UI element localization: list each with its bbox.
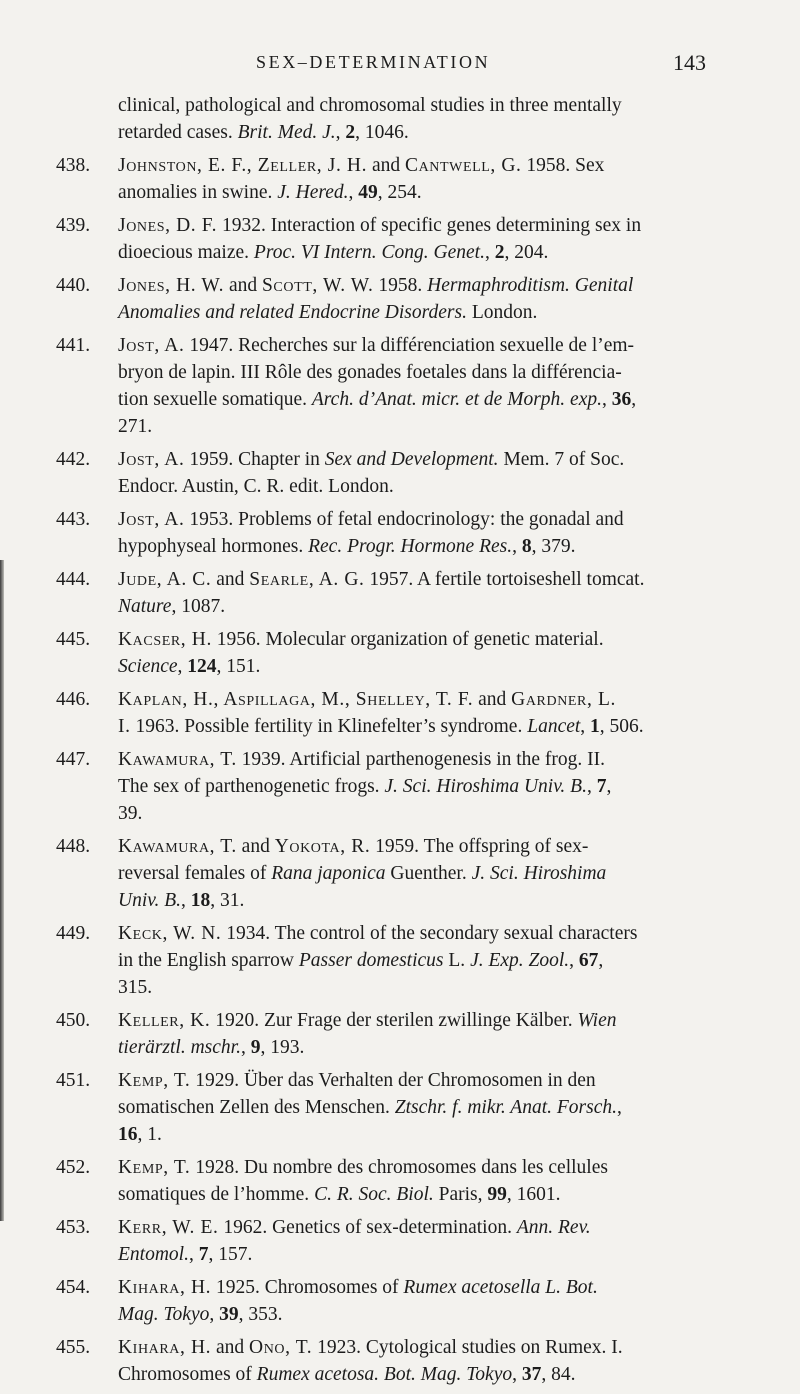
reference-line — [118, 1154, 716, 1181]
reference-line — [118, 1334, 716, 1361]
running-head: SEX–DETERMINATION — [256, 52, 491, 72]
reference-line — [118, 686, 716, 713]
reference-text: in the English sparrow — [118, 950, 299, 971]
reference-line — [118, 152, 716, 179]
reference-text: 1962. Genetics of sex-determination. — [218, 1217, 517, 1238]
reference-text: J. Sci. Hiroshima Univ. B. — [384, 776, 587, 797]
reference-text: reversal females of — [118, 863, 272, 884]
reference-entry — [56, 506, 716, 560]
reference-text: , 31. — [210, 890, 245, 911]
reference-text: , — [598, 950, 604, 971]
reference-line — [118, 653, 716, 680]
reference-number: 443. — [56, 509, 91, 530]
reference-text: , — [512, 1364, 522, 1385]
reference-list — [56, 92, 716, 1394]
reference-text: 1923. Cytological studies on Rumex. I. — [312, 1337, 623, 1358]
reference-line — [118, 533, 716, 560]
reference-text: , 1601. — [506, 1184, 561, 1205]
reference-text: Yokota, R. — [274, 836, 371, 857]
reference-text: 1925. Chromosomes of — [211, 1277, 404, 1298]
reference-entry — [56, 446, 716, 500]
reference-text: , — [580, 716, 591, 737]
reference-text: , — [181, 890, 191, 911]
reference-text: Kacser, H. — [118, 629, 212, 650]
reference-line — [118, 1094, 716, 1121]
reference-entry — [56, 92, 716, 146]
reference-text: 1928. Du nombre des chromosomes dans les cellules — [190, 1157, 608, 1178]
reference-text: 8 — [521, 536, 532, 557]
reference-text: L. — [443, 950, 471, 971]
reference-text: , 157. — [208, 1244, 253, 1265]
reference-entry — [56, 833, 716, 914]
reference-line — [118, 506, 716, 533]
reference-number: 439. — [56, 215, 91, 236]
reference-entry — [56, 152, 716, 206]
page-number: 143 — [673, 50, 706, 75]
reference-entry — [56, 212, 716, 266]
reference-text: 99 — [487, 1184, 507, 1205]
reference-line — [118, 1181, 716, 1208]
reference-text: 1947. Recherches sur la différenciation sexuelle de l’em- — [184, 335, 635, 356]
reference-number: 449. — [56, 923, 91, 944]
reference-text: I. — [118, 716, 131, 737]
reference-text: Rumex acetosa. Bot. Mag. Tokyo — [256, 1364, 513, 1385]
reference-line — [118, 773, 716, 800]
reference-line — [118, 1007, 716, 1034]
reference-text: 7 — [198, 1244, 209, 1265]
reference-text: Guenther. — [385, 863, 472, 884]
reference-text: 124 — [187, 656, 217, 677]
reference-text: , — [569, 950, 579, 971]
reference-line — [118, 212, 716, 239]
reference-text: , — [512, 536, 522, 557]
reference-text: 37 — [521, 1364, 542, 1385]
reference-text: , — [335, 122, 346, 143]
reference-text: Rumex acetosella L. Bot. — [403, 1277, 598, 1298]
reference-line — [118, 386, 716, 413]
reference-text: Hermaphroditism. Genital — [427, 275, 634, 296]
reference-text: and — [367, 155, 405, 176]
reference-text: and — [211, 1337, 250, 1358]
reference-text: 1929. Über das Verhalten der Chromosomen in den — [190, 1070, 596, 1091]
reference-entry — [56, 1007, 716, 1061]
reference-number: 450. — [56, 1010, 91, 1031]
reference-line — [118, 473, 716, 500]
reference-text: Sex and Development. — [324, 449, 499, 470]
reference-number: 440. — [56, 275, 91, 296]
reference-text: Jude, A. C. — [118, 569, 212, 590]
reference-text: 1920. Zur Frage der sterilen zwillinge Kälber. — [210, 1010, 578, 1031]
reference-text: tion sexuelle somatique. — [118, 389, 312, 410]
reference-line — [118, 1361, 716, 1388]
reference-text: 2 — [345, 122, 356, 143]
reference-text: Kaplan, H., Aspillaga, M., Shelley, T. F. — [118, 689, 474, 710]
reference-text: , — [209, 1304, 220, 1325]
reference-line — [118, 239, 716, 266]
reference-line — [118, 92, 716, 119]
reference-line — [118, 1034, 716, 1061]
reference-text: Kihara, H. — [118, 1337, 212, 1358]
reference-text: Jost, A. — [118, 509, 185, 530]
reference-text: somatischen Zellen des Menschen. — [118, 1097, 395, 1118]
reference-text: 49 — [358, 182, 378, 203]
reference-line — [118, 593, 716, 620]
reference-text: Jones, D. F. — [118, 215, 218, 236]
reference-text: , 506. — [599, 716, 644, 737]
reference-text: , 193. — [260, 1037, 305, 1058]
reference-entry — [56, 1334, 716, 1388]
reference-line — [118, 179, 716, 206]
reference-text: Brit. Med. J. — [237, 122, 336, 143]
reference-text: , 353. — [238, 1304, 283, 1325]
reference-line — [118, 1121, 716, 1148]
reference-text: , — [484, 242, 495, 263]
reference-text: 2 — [494, 242, 505, 263]
reference-entry — [56, 332, 716, 440]
reference-text: Jost, A. — [118, 335, 185, 356]
reference-text: 271. — [118, 416, 153, 437]
reference-number: 455. — [56, 1337, 91, 1358]
reference-text: hypophyseal hormones. — [118, 536, 309, 557]
reference-text: , 204. — [504, 242, 549, 263]
reference-text: Kawamura, T. — [118, 749, 237, 770]
reference-text: Kerr, W. E. — [118, 1217, 219, 1238]
reference-entry — [56, 1067, 716, 1148]
reference-line — [118, 974, 716, 1001]
reference-number: 442. — [56, 449, 91, 470]
reference-text: , 379. — [531, 536, 576, 557]
reference-text: 1963. Possible fertility in Klinefelter’s syndrome. — [130, 716, 528, 737]
reference-text: , — [631, 389, 637, 410]
reference-text: 1953. Problems of fetal endocrinology: the gonadal and — [184, 509, 624, 530]
reference-number: 441. — [56, 335, 91, 356]
reference-text: Chromosomes of — [118, 1364, 257, 1385]
reference-line — [118, 299, 716, 326]
reference-line — [118, 1241, 716, 1268]
reference-text: 39. — [118, 803, 143, 824]
reference-text: 1958. Sex — [521, 155, 605, 176]
reference-line — [118, 800, 716, 827]
reference-text: Kihara, H. — [118, 1277, 212, 1298]
reference-line — [118, 1301, 716, 1328]
reference-text: Johnston, E. F., Zeller, J. H. — [118, 155, 368, 176]
page-header — [246, 50, 706, 82]
reference-text: 18 — [190, 890, 211, 911]
reference-text: tierärztl. mschr. — [118, 1037, 241, 1058]
reference-text: Cantwell, G. — [404, 155, 522, 176]
reference-entry — [56, 272, 716, 326]
reference-number: 452. — [56, 1157, 91, 1178]
reference-text: and — [224, 275, 262, 296]
reference-number: 446. — [56, 689, 91, 710]
reference-text: , — [240, 1037, 251, 1058]
reference-text: Anomalies and related Endocrine Disorders. — [118, 302, 467, 323]
reference-line — [118, 860, 716, 887]
reference-line — [118, 746, 716, 773]
reference-text: 1958. — [373, 275, 428, 296]
reference-text: , — [348, 182, 359, 203]
reference-number: 451. — [56, 1070, 91, 1091]
reference-text: Jones, H. W. — [118, 275, 225, 296]
reference-text: , — [177, 656, 188, 677]
reference-text: Arch. d’Anat. micr. et de Morph. exp. — [311, 389, 602, 410]
reference-line — [118, 332, 716, 359]
reference-line — [118, 920, 716, 947]
reference-text: Ono, T. — [249, 1337, 313, 1358]
reference-text: Nature — [118, 596, 172, 617]
reference-text: Jost, A. — [118, 449, 185, 470]
reference-entry — [56, 746, 716, 827]
reference-number: 454. — [56, 1277, 91, 1298]
reference-line — [118, 566, 716, 593]
reference-line — [118, 626, 716, 653]
reference-text: Kemp, T. — [118, 1070, 191, 1091]
reference-text: clinical, pathological and chromosomal studies in three mentally — [118, 95, 622, 116]
reference-line — [118, 947, 716, 974]
reference-number: 444. — [56, 569, 91, 590]
reference-text: Scott, W. W. — [261, 275, 374, 296]
reference-text: J. Sci. Hiroshima — [471, 863, 607, 884]
reference-text: Endocr. Austin, C. R. edit. London. — [118, 476, 394, 497]
reference-line — [118, 359, 716, 386]
reference-text: Keller, K. — [118, 1010, 211, 1031]
reference-text: Gardner, L. — [511, 689, 616, 710]
reference-text: 1959. The offspring of sex- — [370, 836, 589, 857]
reference-number: 453. — [56, 1217, 91, 1238]
reference-text: Ann. Rev. — [516, 1217, 591, 1238]
reference-text: 1934. The control of the secondary sexual characters — [221, 923, 638, 944]
reference-text: anomalies in swine. — [118, 182, 278, 203]
reference-line — [118, 119, 716, 146]
reference-text: 39 — [219, 1304, 239, 1325]
page-edge-shadow — [0, 560, 4, 1221]
reference-text: Kawamura, T. — [118, 836, 237, 857]
reference-text: Paris, — [433, 1184, 488, 1205]
reference-text: , — [601, 389, 612, 410]
reference-entry — [56, 566, 716, 620]
reference-text: , 254. — [377, 182, 422, 203]
reference-text: J. Exp. Zool. — [470, 950, 570, 971]
reference-entry — [56, 1274, 716, 1328]
reference-text: and — [211, 569, 250, 590]
reference-text: 16 — [118, 1124, 138, 1145]
reference-text: 315. — [118, 977, 153, 998]
reference-text: , — [617, 1097, 622, 1118]
reference-text: Lancet — [527, 716, 581, 737]
reference-text: 36 — [611, 389, 632, 410]
reference-line — [118, 413, 716, 440]
reference-line — [118, 713, 716, 740]
reference-number: 445. — [56, 629, 91, 650]
reference-text: and — [473, 689, 512, 710]
reference-text: 1956. Molecular organization of genetic material. — [211, 629, 604, 650]
reference-text: 1959. Chapter in — [184, 449, 325, 470]
reference-line — [118, 1274, 716, 1301]
reference-text: , 1. — [137, 1124, 162, 1145]
reference-entry — [56, 686, 716, 740]
reference-line — [118, 446, 716, 473]
reference-text: 9 — [250, 1037, 261, 1058]
reference-text: , 151. — [216, 656, 261, 677]
reference-text: Passer domesticus — [298, 950, 444, 971]
reference-text: 1 — [590, 716, 600, 737]
reference-number: 447. — [56, 749, 91, 770]
reference-entry — [56, 1154, 716, 1208]
reference-number: 438. — [56, 155, 91, 176]
reference-entry — [56, 920, 716, 1001]
reference-text: Science — [118, 656, 178, 677]
reference-text: 1939. Artificial parthenogenesis in the frog. II. — [236, 749, 606, 770]
reference-text: , — [586, 776, 597, 797]
reference-text: 67 — [578, 950, 599, 971]
reference-text: dioecious maize. — [118, 242, 254, 263]
reference-text: , 84. — [541, 1364, 576, 1385]
reference-line — [118, 887, 716, 914]
reference-line — [118, 1067, 716, 1094]
reference-text: , 1046. — [355, 122, 409, 143]
reference-text: Univ. B. — [118, 890, 181, 911]
reference-entry — [56, 626, 716, 680]
reference-text: J. Hered. — [277, 182, 349, 203]
reference-text: , — [188, 1244, 199, 1265]
reference-text: Proc. VI Intern. Cong. Genet. — [253, 242, 485, 263]
reference-text: 1932. Interaction of specific genes determining sex in — [217, 215, 642, 236]
reference-text: Rec. Progr. Hormone Res. — [308, 536, 513, 557]
reference-text: and — [236, 836, 275, 857]
reference-text: The sex of parthenogenetic frogs. — [118, 776, 385, 797]
reference-text: C. R. Soc. Biol. — [314, 1184, 434, 1205]
reference-text: Rana japonica — [271, 863, 386, 884]
reference-text: Keck, W. N. — [118, 923, 222, 944]
reference-text: bryon de lapin. III Rôle des gonades foetales dans la différencia- — [118, 362, 622, 383]
reference-text: 7 — [596, 776, 607, 797]
reference-number: 448. — [56, 836, 91, 857]
reference-text: Wien — [577, 1010, 617, 1031]
reference-text: retarded cases. — [118, 122, 238, 143]
reference-text: Mem. 7 of Soc. — [498, 449, 625, 470]
reference-line — [118, 833, 716, 860]
reference-entry — [56, 1214, 716, 1268]
reference-text: Searle, A. G. — [249, 569, 365, 590]
reference-text: somatiques de l’homme. — [118, 1184, 315, 1205]
reference-text: 1957. A fertile tortoiseshell tomcat. — [364, 569, 645, 590]
reference-line — [118, 1214, 716, 1241]
reference-text: , — [606, 776, 612, 797]
reference-text: Kemp, T. — [118, 1157, 191, 1178]
reference-text: Mag. Tokyo — [118, 1304, 210, 1325]
reference-text: , 1087. — [171, 596, 226, 617]
reference-text: London. — [466, 302, 538, 323]
reference-text: Entomol. — [118, 1244, 189, 1265]
reference-text: Ztschr. f. mikr. Anat. Forsch. — [394, 1097, 617, 1118]
reference-line — [118, 272, 716, 299]
